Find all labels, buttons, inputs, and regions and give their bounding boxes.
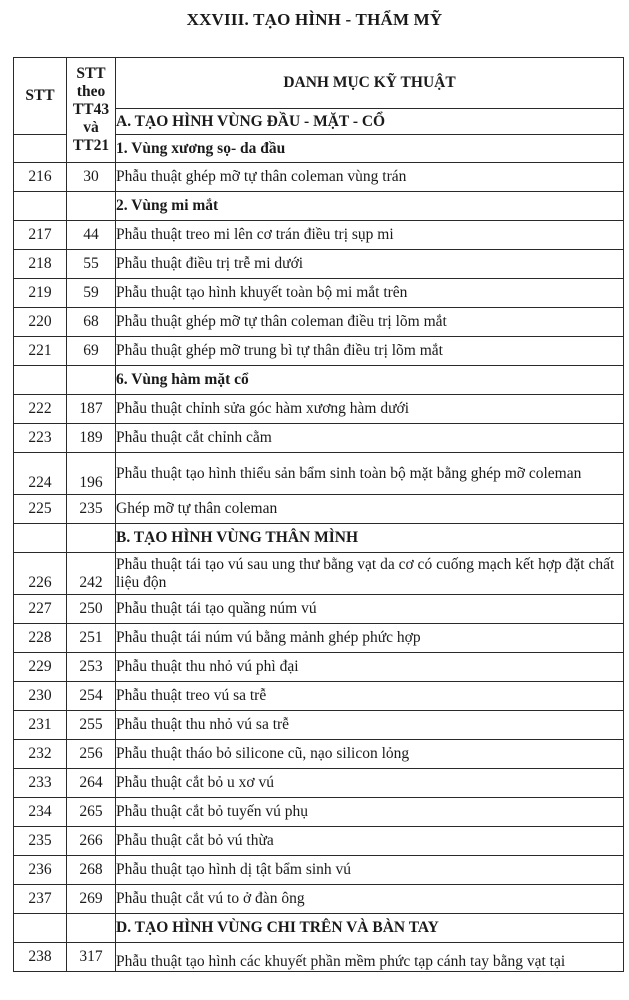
row-tt: 266: [67, 827, 116, 856]
row-name: Phẫu thuật tạo hình thiểu sản bẩm sinh toàn bộ mặt bằng ghép mỡ coleman: [116, 453, 624, 495]
row-name: Phẫu thuật chỉnh sửa góc hàm xương hàm dưới: [116, 395, 624, 424]
row-stt: 233: [14, 769, 67, 798]
section-row: [14, 914, 624, 943]
table-row: [14, 337, 624, 366]
row-tt: 187: [67, 395, 116, 424]
table-row: [14, 424, 624, 453]
section-a1: 1. Vùng xương sọ- da đầu: [116, 135, 624, 163]
section-a: A. TẠO HÌNH VÙNG ĐẦU - MẶT - CỔ: [116, 109, 624, 135]
row-tt: 251: [67, 624, 116, 653]
row-tt: 44: [67, 221, 116, 250]
row-tt: 268: [67, 856, 116, 885]
row-name: Phẫu thuật cắt vú to ở đàn ông: [116, 885, 624, 914]
row-tt: 254: [67, 682, 116, 711]
row-name: Phẫu thuật cắt bỏ vú thừa: [116, 827, 624, 856]
table-row: [14, 495, 624, 524]
table-row: [14, 624, 624, 653]
header-danh-muc: DANH MỤC KỸ THUẬT: [116, 58, 624, 109]
table-row: [14, 740, 624, 769]
table-row: [14, 221, 624, 250]
empty-cell: [67, 192, 116, 221]
table-row: [14, 395, 624, 424]
section-row: [14, 192, 624, 221]
row-stt: 236: [14, 856, 67, 885]
row-name: Phẫu thuật cắt bỏ tuyến vú phụ: [116, 798, 624, 827]
row-name: Phẫu thuật ghép mỡ trung bì tự thân điều trị lõm mắt: [116, 337, 624, 366]
row-tt: 269: [67, 885, 116, 914]
section-row: [14, 524, 624, 553]
row-tt: 189: [67, 424, 116, 453]
row-name: Phẫu thuật cắt bỏ u xơ vú: [116, 769, 624, 798]
row-tt: 317: [67, 943, 116, 972]
row-name: Phẫu thuật tạo hình các khuyết phần mềm phức tạp cánh tay bằng vạt tại: [116, 943, 624, 972]
empty-cell: [14, 192, 67, 221]
table-row: [14, 682, 624, 711]
table-row: [14, 827, 624, 856]
empty-cell: [67, 914, 116, 943]
technique-table: [13, 57, 624, 972]
row-name: Phẫu thuật ghép mỡ tự thân coleman điều trị lõm mắt: [116, 308, 624, 337]
empty-cell: [67, 524, 116, 553]
row-tt: 264: [67, 769, 116, 798]
row-stt: 216: [14, 163, 67, 192]
section-a2: 2. Vùng mi mắt: [116, 192, 624, 221]
table-row: [14, 653, 624, 682]
row-name: Phẫu thuật treo mi lên cơ trán điều trị sụp mi: [116, 221, 624, 250]
row-tt: 30: [67, 163, 116, 192]
row-name: Phẫu thuật thu nhỏ vú phì đại: [116, 653, 624, 682]
row-stt: 234: [14, 798, 67, 827]
row-tt: 196: [67, 453, 116, 495]
header-tt-line: TT21: [72, 137, 110, 154]
empty-cell: [67, 366, 116, 395]
row-stt: 222: [14, 395, 67, 424]
header-stt-tt43-tt21: [67, 58, 116, 163]
row-tt: 59: [67, 279, 116, 308]
row-name: Phẫu thuật tạo hình khuyết toàn bộ mi mắt trên: [116, 279, 624, 308]
row-name: Phẫu thuật tháo bỏ silicone cũ, nạo silicon lỏng: [116, 740, 624, 769]
row-name: Phẫu thuật thu nhỏ vú sa trễ: [116, 711, 624, 740]
table-row: [14, 553, 624, 595]
row-tt: 55: [67, 250, 116, 279]
table-row: [14, 308, 624, 337]
row-name: Phẫu thuật ghép mỡ tự thân coleman vùng trán: [116, 163, 624, 192]
row-stt: 238: [14, 943, 67, 972]
empty-cell: [14, 524, 67, 553]
table-row: [14, 279, 624, 308]
row-name: Phẫu thuật tái núm vú bằng mảnh ghép phức hợp: [116, 624, 624, 653]
row-tt: 255: [67, 711, 116, 740]
table-row: [14, 856, 624, 885]
table-row: [14, 943, 624, 972]
header-tt-line: TT43: [72, 101, 110, 118]
row-tt: 253: [67, 653, 116, 682]
header-tt-line: theo: [76, 83, 106, 100]
row-name: Phẫu thuật tạo hình dị tật bẩm sinh vú: [116, 856, 624, 885]
table-row: [14, 885, 624, 914]
row-stt: 232: [14, 740, 67, 769]
table-row: [14, 250, 624, 279]
row-name: Phẫu thuật treo vú sa trễ: [116, 682, 624, 711]
page-title: XXVIII. TẠO HÌNH - THẨM MỸ: [186, 10, 443, 29]
row-name: Phẫu thuật tái tạo vú sau ung thư bằng vạt da cơ có cuống mạch kết hợp đặt chất liệu độn: [116, 553, 624, 595]
row-stt: 227: [14, 595, 67, 624]
table-row: [14, 769, 624, 798]
section-row: [14, 366, 624, 395]
table-row: [14, 595, 624, 624]
header-tt-line: STT: [76, 65, 106, 82]
table-row: [14, 798, 624, 827]
row-stt: 223: [14, 424, 67, 453]
table-row: [14, 163, 624, 192]
table-row: [14, 711, 624, 740]
header-tt-line: và: [83, 119, 99, 136]
row-tt: 235: [67, 495, 116, 524]
row-stt: 235: [14, 827, 67, 856]
section-a6: 6. Vùng hàm mặt cổ: [116, 366, 624, 395]
row-tt: 256: [67, 740, 116, 769]
row-tt: 242: [67, 553, 116, 595]
row-tt: 250: [67, 595, 116, 624]
section-d: D. TẠO HÌNH VÙNG CHI TRÊN VÀ BÀN TAY: [116, 914, 624, 943]
row-stt: 231: [14, 711, 67, 740]
row-name: Phẫu thuật cắt chỉnh cằm: [116, 424, 624, 453]
row-stt: 237: [14, 885, 67, 914]
row-name: Ghép mỡ tự thân coleman: [116, 495, 624, 524]
row-tt: 68: [67, 308, 116, 337]
row-stt: 228: [14, 624, 67, 653]
header-stt: STT: [14, 58, 67, 135]
table-row: [14, 453, 624, 495]
row-stt: 219: [14, 279, 67, 308]
row-stt: 221: [14, 337, 67, 366]
row-stt: 225: [14, 495, 67, 524]
row-stt: 226: [14, 553, 67, 595]
empty-cell: [14, 135, 67, 163]
row-name: Phẫu thuật điều trị trễ mi dưới: [116, 250, 624, 279]
row-stt: 229: [14, 653, 67, 682]
row-tt: 265: [67, 798, 116, 827]
section-b: B. TẠO HÌNH VÙNG THÂN MÌNH: [116, 524, 624, 553]
row-stt: 220: [14, 308, 67, 337]
row-tt: 69: [67, 337, 116, 366]
empty-cell: [14, 914, 67, 943]
empty-cell: [14, 366, 67, 395]
row-stt: 218: [14, 250, 67, 279]
row-stt: 217: [14, 221, 67, 250]
row-stt: 224: [14, 453, 67, 495]
row-stt: 230: [14, 682, 67, 711]
row-name: Phẫu thuật tái tạo quầng núm vú: [116, 595, 624, 624]
